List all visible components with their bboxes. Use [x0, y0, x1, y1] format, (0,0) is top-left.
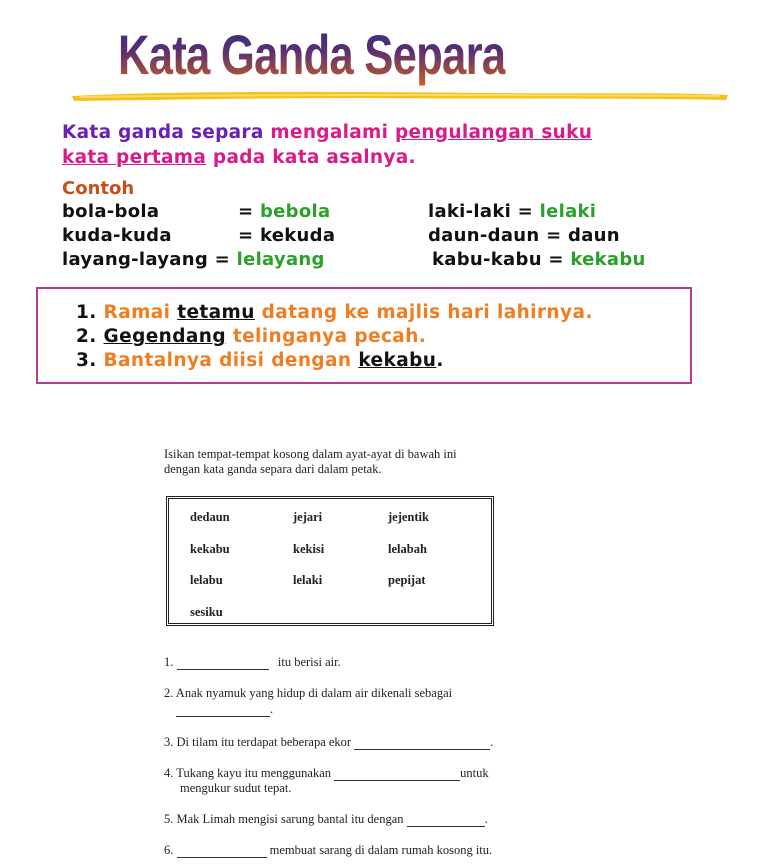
question-1: 1. itu berisi air. [164, 655, 341, 669]
example-result: = bebola [238, 201, 331, 222]
definition-underlined-a: pengulangan suku [395, 122, 593, 143]
example-row: kabu-kabu = kekabu [432, 249, 646, 270]
definition-text-a: mengalami [263, 122, 396, 143]
example-row [62, 225, 172, 246]
worksheet-instruction: dengan kata ganda separa dari dalam petak. [164, 462, 382, 476]
question-5: 5. Mak Limah mengisi sarung bantal itu dengan . [164, 812, 488, 826]
example-base: layang-layang [62, 249, 209, 270]
examples-heading: Contoh [62, 178, 135, 199]
question-2: 2. Anak nyamuk yang hidup di dalam air dikenali sebagai [164, 686, 453, 700]
sentence-item: 3. Bantalnya diisi dengan kekabu. [76, 350, 444, 371]
question-3: 3. Di tilam itu terdapat beberapa ekor . [164, 735, 494, 749]
example-row: daun-daun = daun [428, 225, 620, 246]
sentence-keyword: kekabu [358, 350, 437, 371]
word-item: sesiku [190, 605, 223, 619]
answer-blank[interactable] [334, 780, 460, 781]
sentence-keyword: Gegendang [103, 326, 226, 347]
word-item: lelaki [293, 573, 323, 587]
answer-blank[interactable] [176, 716, 270, 717]
sentence-item: 1. Ramai tetamu datang ke majlis hari lahirnya. [76, 302, 593, 323]
sentence-item: 2. Gegendang telinganya pecah. [76, 326, 427, 347]
example-result: = kekuda [238, 225, 336, 246]
title-highlight-stroke [70, 86, 730, 102]
example-base: kuda-kuda [62, 225, 172, 246]
example-row [62, 201, 159, 222]
example-base: bola-bola [62, 201, 160, 222]
word-item: dedaun [190, 510, 230, 524]
example-row: laki-laki = lelaki [428, 201, 597, 222]
definition-term: Kata ganda separa [62, 122, 264, 143]
answer-blank[interactable] [177, 857, 267, 858]
word-item: jejari [293, 510, 323, 524]
answer-blank[interactable] [354, 749, 490, 750]
word-item: jejentik [388, 510, 429, 524]
worksheet-instruction: Isikan tempat-tempat kosong dalam ayat-ayat di bawah ini [164, 447, 457, 461]
example-row: layang-layang = lelayang [62, 249, 325, 270]
question-4-line2: mengukur sudut tepat. [180, 781, 292, 795]
question-4: 4. Tukang kayu itu menggunakan untuk [164, 766, 489, 780]
question-6: 6. membuat sarang di dalam rumah kosong itu. [164, 843, 493, 857]
word-item: kekisi [293, 542, 325, 556]
word-item: lelabu [190, 573, 223, 587]
answer-blank[interactable] [177, 669, 269, 670]
answer-blank[interactable] [407, 826, 485, 827]
word-item: pepijat [388, 573, 426, 587]
definition-text-b: pada kata asalnya. [206, 147, 416, 168]
word-item: lelabah [388, 542, 427, 556]
question-2-answer: . [176, 702, 273, 717]
definition-underlined-b: kata pertama [62, 147, 207, 168]
page-title: Kata Ganda Separa [118, 23, 506, 86]
definition-text [62, 120, 592, 170]
sentence-keyword: tetamu [177, 302, 255, 323]
word-item: kekabu [190, 542, 230, 556]
